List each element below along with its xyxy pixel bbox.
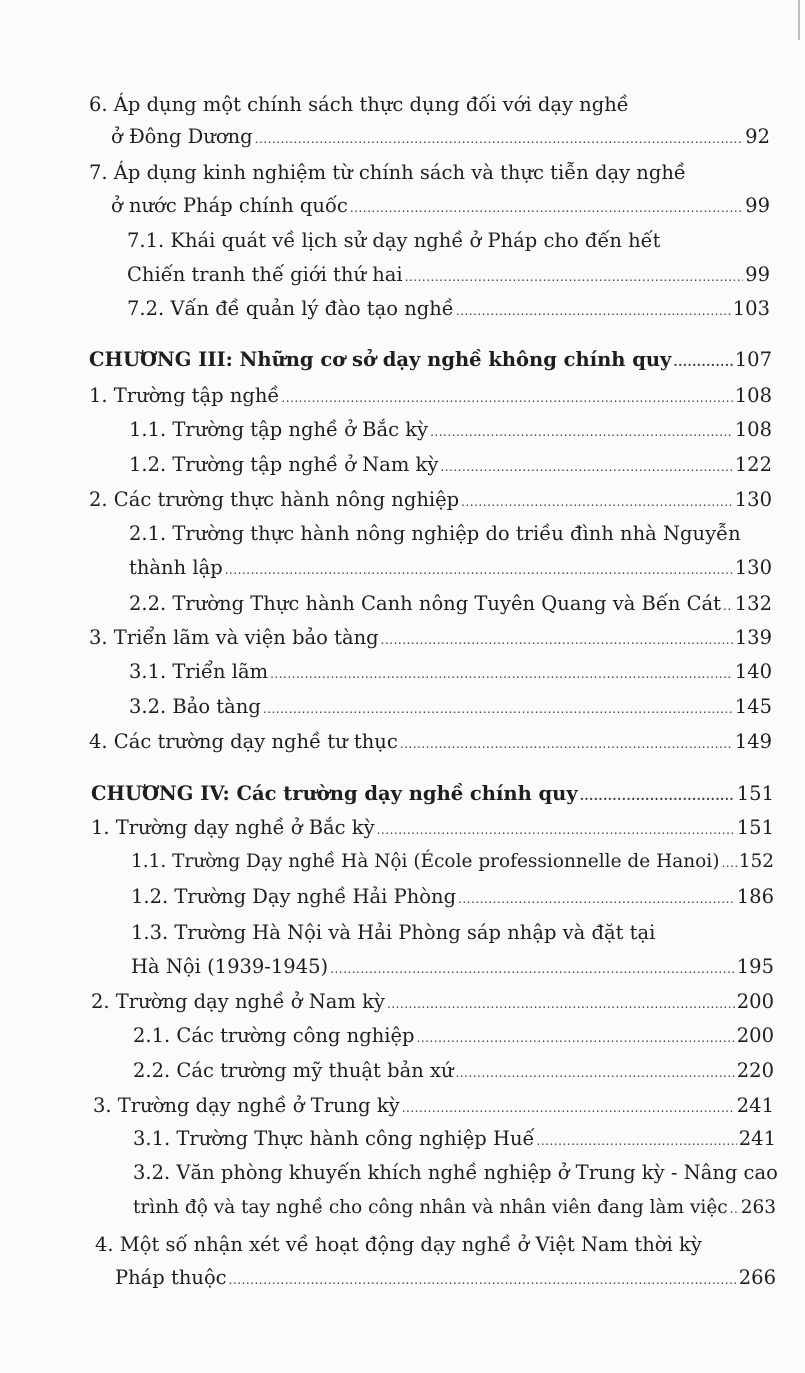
toc-entry[interactable] bbox=[91, 816, 774, 842]
toc-entry-text: 3.2. Bảo tàng bbox=[129, 695, 261, 718]
toc-page-number: 263 bbox=[740, 1197, 776, 1218]
toc-entry-text: 1.1. Trường Dạy nghề Hà Nội (École professionnelle de Hanoi) bbox=[131, 851, 720, 872]
dot-leader bbox=[417, 1026, 735, 1050]
toc-entry-text: ở nước Pháp chính quốc bbox=[111, 194, 348, 217]
toc-page-number: 241 bbox=[736, 1094, 774, 1117]
toc-entry[interactable] bbox=[129, 695, 772, 721]
toc-entry-text: 1.1. Trường tập nghề ở Bắc kỳ bbox=[129, 418, 429, 441]
toc-entry[interactable] bbox=[129, 556, 772, 582]
toc-entry-text: 4. Các trường dạy nghề tư thục bbox=[89, 730, 398, 753]
dot-leader bbox=[456, 299, 731, 323]
toc-entry-text: Pháp thuộc bbox=[115, 1266, 227, 1289]
toc-entry[interactable] bbox=[129, 453, 772, 479]
toc-entry-text: 4. Một số nhận xét về hoạt động dạy nghề ở Việt Nam thời kỳ bbox=[95, 1233, 702, 1256]
dot-leader bbox=[461, 490, 733, 514]
dot-leader bbox=[723, 594, 733, 618]
dot-leader bbox=[440, 455, 732, 479]
dot-leader bbox=[377, 818, 735, 842]
toc-page-number: 186 bbox=[736, 885, 774, 908]
toc-page-number: 132 bbox=[734, 592, 772, 615]
toc-line bbox=[95, 1233, 702, 1257]
toc-page-number: 130 bbox=[734, 556, 772, 579]
toc-line bbox=[133, 1161, 778, 1185]
toc-entry[interactable] bbox=[129, 660, 772, 686]
toc-entry-text: 1.2. Trường tập nghề ở Nam kỳ bbox=[129, 453, 439, 476]
toc-entry-text: Chiến tranh thế giới thứ hai bbox=[127, 263, 403, 286]
toc-entry[interactable] bbox=[131, 850, 774, 875]
toc-page-number: 151 bbox=[736, 816, 774, 839]
toc-entry[interactable] bbox=[89, 488, 772, 514]
toc-entry-text: 2.1. Trường thực hành nông nghiệp do triều đình nhà Nguyễn bbox=[129, 522, 741, 545]
toc-page-number: 122 bbox=[734, 453, 772, 476]
toc-entry[interactable] bbox=[89, 384, 772, 410]
dot-leader bbox=[330, 957, 735, 981]
toc-page-number: 99 bbox=[745, 263, 770, 286]
dot-leader bbox=[458, 887, 735, 911]
toc-entry-text: 2.2. Các trường mỹ thuật bản xứ bbox=[133, 1059, 454, 1082]
toc-entry[interactable] bbox=[133, 1127, 776, 1153]
dot-leader bbox=[580, 784, 735, 808]
toc-entry[interactable] bbox=[129, 592, 772, 618]
toc-entry-text: 7. Áp dụng kinh nghiệm từ chính sách và thực tiễn dạy nghề bbox=[89, 161, 686, 184]
toc-line bbox=[89, 161, 686, 185]
toc-entry[interactable] bbox=[129, 418, 772, 444]
toc-page-number: 151 bbox=[736, 782, 774, 805]
toc-entry[interactable] bbox=[133, 1024, 774, 1050]
toc-entry[interactable] bbox=[133, 1196, 776, 1221]
toc-entry-text: 1. Trường tập nghề bbox=[89, 384, 280, 407]
toc-entry-text: 6. Áp dụng một chính sách thực dụng đối với dạy nghề bbox=[89, 93, 629, 116]
toc-line bbox=[89, 93, 629, 117]
toc-entry[interactable] bbox=[133, 1059, 774, 1085]
toc-entry-text: 7.1. Khái quát về lịch sử dạy nghề ở Pháp cho đến hết bbox=[127, 229, 661, 252]
toc-line bbox=[127, 229, 661, 253]
toc-page-number: 241 bbox=[738, 1127, 776, 1150]
page-edge-mark bbox=[798, 0, 800, 40]
toc-chapter-heading[interactable] bbox=[89, 348, 772, 374]
toc-entry-text: trình độ và tay nghề cho công nhân và nhân viên đang làm việc bbox=[133, 1197, 728, 1218]
dot-leader bbox=[263, 697, 733, 721]
toc-entry-text: 3.2. Văn phòng khuyến khích nghề nghiệp ở Trung kỳ - Nâng cao bbox=[133, 1161, 778, 1184]
toc-entry[interactable] bbox=[111, 194, 770, 220]
toc-page-number: 103 bbox=[732, 297, 770, 320]
dot-leader bbox=[270, 662, 733, 686]
toc-page-number: 152 bbox=[738, 851, 774, 872]
toc-page-number: 99 bbox=[745, 194, 770, 217]
toc-page-number: 145 bbox=[734, 695, 772, 718]
toc-entry-text: 7.2. Vấn đề quản lý đào tạo nghề bbox=[127, 297, 454, 320]
toc-page-number: 220 bbox=[736, 1059, 774, 1082]
toc-entry-text: 3.1. Trường Thực hành công nghiệp Huế bbox=[133, 1127, 535, 1150]
dot-leader bbox=[255, 127, 744, 151]
dot-leader bbox=[350, 196, 743, 220]
dot-leader bbox=[381, 628, 733, 652]
toc-entry-text: 3.1. Triển lãm bbox=[129, 660, 269, 683]
toc-page-number: 200 bbox=[736, 990, 774, 1013]
dot-leader bbox=[402, 1096, 735, 1120]
toc-page-number: 107 bbox=[734, 348, 772, 371]
toc-page-number: 195 bbox=[736, 955, 774, 978]
toc-entry-text: 1.2. Trường Dạy nghề Hải Phòng bbox=[131, 885, 457, 908]
toc-entry-text: 2.1. Các trường công nghiệp bbox=[133, 1024, 415, 1047]
toc-page-number: 92 bbox=[745, 125, 770, 148]
dot-leader bbox=[721, 851, 736, 875]
dot-leader bbox=[400, 732, 733, 756]
toc-entry[interactable] bbox=[111, 125, 770, 151]
toc-line bbox=[129, 522, 741, 546]
toc-entry-text: 3. Trường dạy nghề ở Trung kỳ bbox=[93, 1094, 400, 1117]
dot-leader bbox=[456, 1061, 735, 1085]
toc-entry-text: 2.2. Trường Thực hành Canh nông Tuyên Quang và Bến Cát bbox=[129, 592, 722, 615]
dot-leader bbox=[387, 992, 735, 1016]
toc-line bbox=[131, 921, 655, 945]
toc-entry[interactable] bbox=[131, 955, 774, 981]
toc-entry-text: 3. Triển lãm và viện bảo tàng bbox=[89, 626, 379, 649]
toc-page-number: 140 bbox=[734, 660, 772, 683]
toc-entry[interactable] bbox=[115, 1266, 776, 1292]
dot-leader bbox=[730, 1197, 739, 1221]
dot-leader bbox=[225, 558, 733, 582]
toc-entry-text: Hà Nội (1939-1945) bbox=[131, 955, 329, 978]
toc-chapter-heading[interactable] bbox=[91, 782, 774, 808]
toc-entry-text: 1. Trường dạy nghề ở Bắc kỳ bbox=[91, 816, 375, 839]
toc-entry-text: 2. Các trường thực hành nông nghiệp bbox=[89, 488, 460, 511]
toc-entry-text: CHƯƠNG IV: Các trường dạy nghề chính quy bbox=[91, 782, 578, 805]
toc-page-number: 266 bbox=[738, 1266, 776, 1289]
toc-entry[interactable] bbox=[89, 730, 772, 756]
toc-page-number: 130 bbox=[734, 488, 772, 511]
toc-page-number: 149 bbox=[734, 730, 772, 753]
toc-page-number: 108 bbox=[734, 384, 772, 407]
dot-leader bbox=[673, 350, 732, 374]
toc-entry-text: 2. Trường dạy nghề ở Nam kỳ bbox=[91, 990, 385, 1013]
toc-entry[interactable] bbox=[131, 885, 774, 911]
toc-entry[interactable] bbox=[89, 626, 772, 652]
toc-entry-text: 1.3. Trường Hà Nội và Hải Phòng sáp nhập và đặt tại bbox=[131, 921, 656, 944]
toc-page-number: 200 bbox=[736, 1024, 774, 1047]
toc-page-number: 139 bbox=[734, 626, 772, 649]
toc-page-number: 108 bbox=[734, 418, 772, 441]
toc-entry-text: thành lập bbox=[129, 556, 223, 579]
dot-leader bbox=[405, 265, 744, 289]
dot-leader bbox=[281, 386, 732, 410]
toc-entry-text: CHƯƠNG III: Những cơ sở dạy nghề không chính quy bbox=[89, 348, 672, 371]
toc-entry-text: ở Đông Dương bbox=[111, 125, 253, 148]
toc-entry[interactable] bbox=[91, 990, 774, 1016]
dot-leader bbox=[430, 420, 733, 444]
toc-entry[interactable] bbox=[127, 263, 770, 289]
toc-entry[interactable] bbox=[93, 1094, 774, 1120]
dot-leader bbox=[537, 1129, 737, 1153]
dot-leader bbox=[229, 1268, 737, 1292]
toc-entry[interactable] bbox=[127, 297, 770, 323]
